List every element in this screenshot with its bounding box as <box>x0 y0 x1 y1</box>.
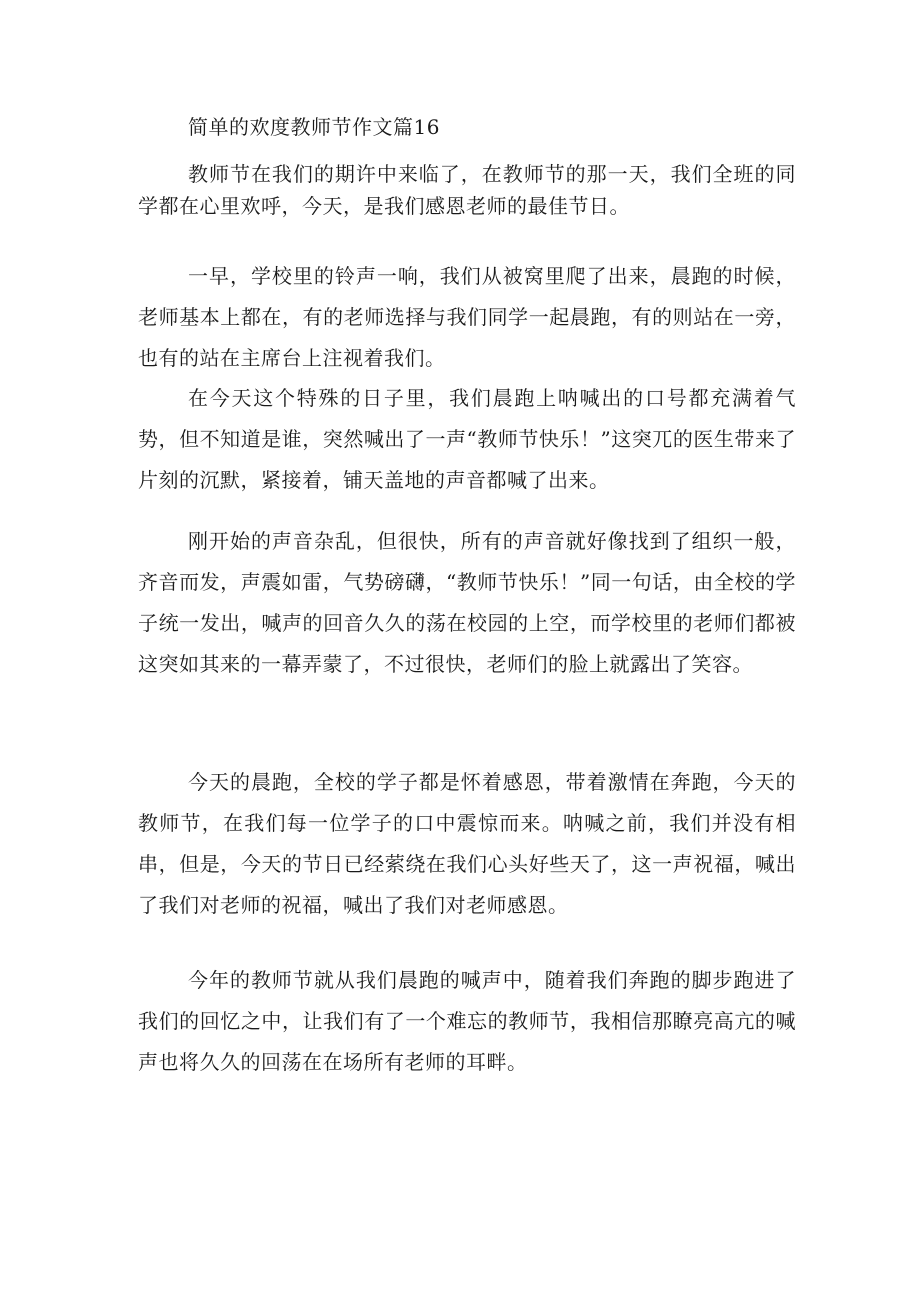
paragraph-5: 今天的晨跑，全校的学子都是怀着感恩，带着激情在奔跑，今天的教师节，在我们每一位学子的口中震惊而来。呐喊之前，我们并没有相串，但是，今天的节日已经萦绕在我们心头好些天了，这一声祝福，喊出了我们对老师的祝福，喊出了我们对老师感恩。 <box>138 770 796 917</box>
paragraph-3: 在今天这个特殊的日子里，我们晨跑上呐喊出的口号都充满着气势，但不知道是谁，突然喊出了一声“教师节快乐！”这突兀的医生带来了片刻的沉默，紧接着，铺天盖地的声音都喊了出来。 <box>138 386 796 492</box>
paragraph-4: 刚开始的声音杂乱，但很快，所有的声音就好像找到了组织一般，齐音而发，声震如雷，气势磅礴，“教师节快乐！”同一句话，由全校的学子统一发出，喊声的回音久久的荡在校园的上空，而学校里的老师们都被这突如其来的一幕弄蒙了，不过很快，老师们的脸上就露出了笑容。 <box>138 529 796 676</box>
document-title: 简单的欢度教师节作文篇16 <box>188 115 440 139</box>
paragraph-6: 今年的教师节就从我们晨跑的喊声中，随着我们奔跑的脚步跑进了我们的回忆之中，让我们有了一个难忘的教师节，我相信那瞭亮高亢的喊声也将久久的回荡在在场所有老师的耳畔。 <box>138 968 796 1074</box>
paragraph-1: 教师节在我们的期许中来临了，在教师节的那一天，我们全班的同学都在心里欢呼，今天，是我们感恩老师的最佳节日。 <box>138 162 796 218</box>
paragraph-2: 一早，学校里的铃声一响，我们从被窝里爬了出来，晨跑的时候，老师基本上都在，有的老师选择与我们同学一起晨跑，有的则站在一旁，也有的站在主席台上注视着我们。 <box>138 264 796 370</box>
